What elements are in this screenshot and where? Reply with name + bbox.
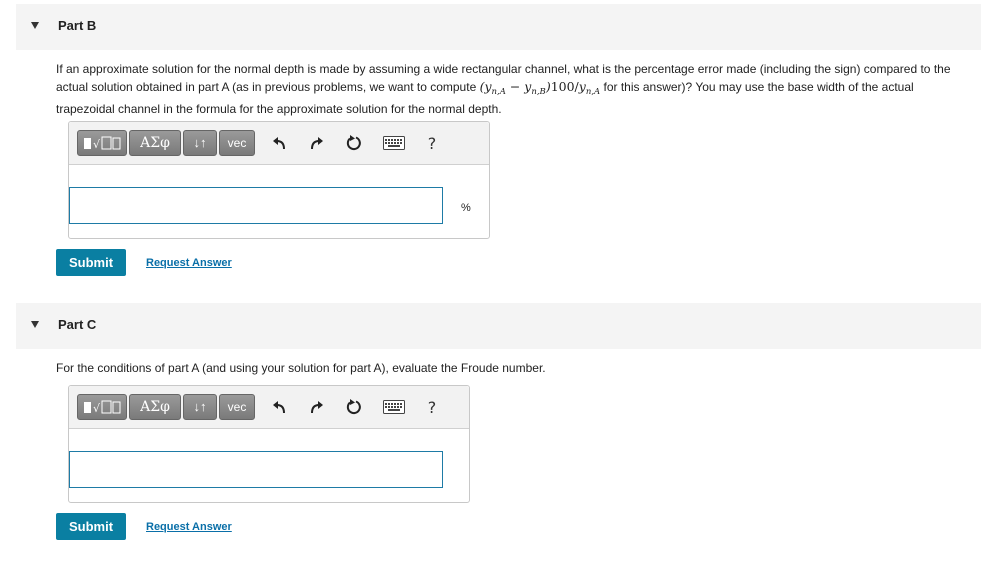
greek-symbols-button[interactable]: ΑΣφ [129, 130, 181, 156]
part-b-header[interactable] [16, 4, 981, 50]
greek-symbols-button[interactable]: ΑΣφ [129, 394, 181, 420]
keyboard-icon [383, 400, 405, 414]
redo-icon [308, 399, 324, 415]
part-b-title: Part B [58, 18, 97, 33]
reset-icon [345, 134, 363, 152]
svg-text:√: √ [93, 138, 101, 151]
request-answer-link[interactable]: Request Answer [146, 521, 232, 533]
help-button[interactable]: ? [427, 397, 437, 417]
answer-input[interactable] [69, 451, 443, 488]
submit-button[interactable]: Submit [56, 249, 126, 276]
part-c-header[interactable] [16, 303, 981, 349]
templates-icon [79, 395, 125, 419]
templates-button[interactable] [77, 394, 127, 420]
undo-button[interactable] [269, 397, 291, 417]
part-c-question: For the conditions of part A (and using your solution for part A), evaluate the Froude number. [56, 361, 546, 375]
svg-text:√: √ [93, 402, 101, 415]
request-answer-link[interactable]: Request Answer [146, 257, 232, 269]
math-toolbar [69, 386, 469, 429]
collapse-caret-icon[interactable] [31, 22, 39, 29]
question-text-start: If an approximate solution for the normal depth is made by assuming a wide rectangular channel, what is the percentage error made (including the sign) compared to the actual solution obtained in part A (as in previous problems, we want to compute [56, 62, 951, 94]
reset-icon [345, 398, 363, 416]
answer-input[interactable] [69, 187, 443, 224]
part-b-answer-editor [68, 121, 490, 239]
subscript-superscript-button[interactable]: ↓↑ [183, 130, 217, 156]
templates-icon [79, 131, 125, 155]
redo-button[interactable] [305, 133, 327, 153]
undo-icon [272, 399, 288, 415]
question-text-end: for this answer)? You may use the base width of the actual trapezoidal channel in the formula for the approximate solution for the normal depth. [56, 80, 914, 116]
undo-button[interactable] [269, 133, 291, 153]
part-c-title: Part C [58, 317, 97, 332]
vector-button[interactable]: vec [219, 394, 255, 420]
units-label: % [461, 202, 471, 214]
subscript-superscript-button[interactable]: ↓↑ [183, 394, 217, 420]
templates-button[interactable] [77, 130, 127, 156]
reset-button[interactable] [343, 397, 365, 417]
keyboard-button[interactable] [383, 397, 405, 417]
keyboard-button[interactable] [383, 133, 405, 153]
reset-button[interactable] [343, 133, 365, 153]
keyboard-icon [383, 136, 405, 150]
redo-icon [308, 135, 324, 151]
redo-button[interactable] [305, 397, 327, 417]
submit-button[interactable]: Submit [56, 513, 126, 540]
help-button[interactable]: ? [427, 133, 437, 153]
collapse-caret-icon[interactable] [31, 321, 39, 328]
vector-button[interactable]: vec [219, 130, 255, 156]
percent-error-formula: $(y_{n,A} - y_{n,B})100/y_{n,A}$ [479, 79, 601, 97]
math-toolbar [69, 122, 489, 165]
part-c-answer-editor [68, 385, 470, 503]
undo-icon [272, 135, 288, 151]
part-b-question [56, 61, 966, 118]
